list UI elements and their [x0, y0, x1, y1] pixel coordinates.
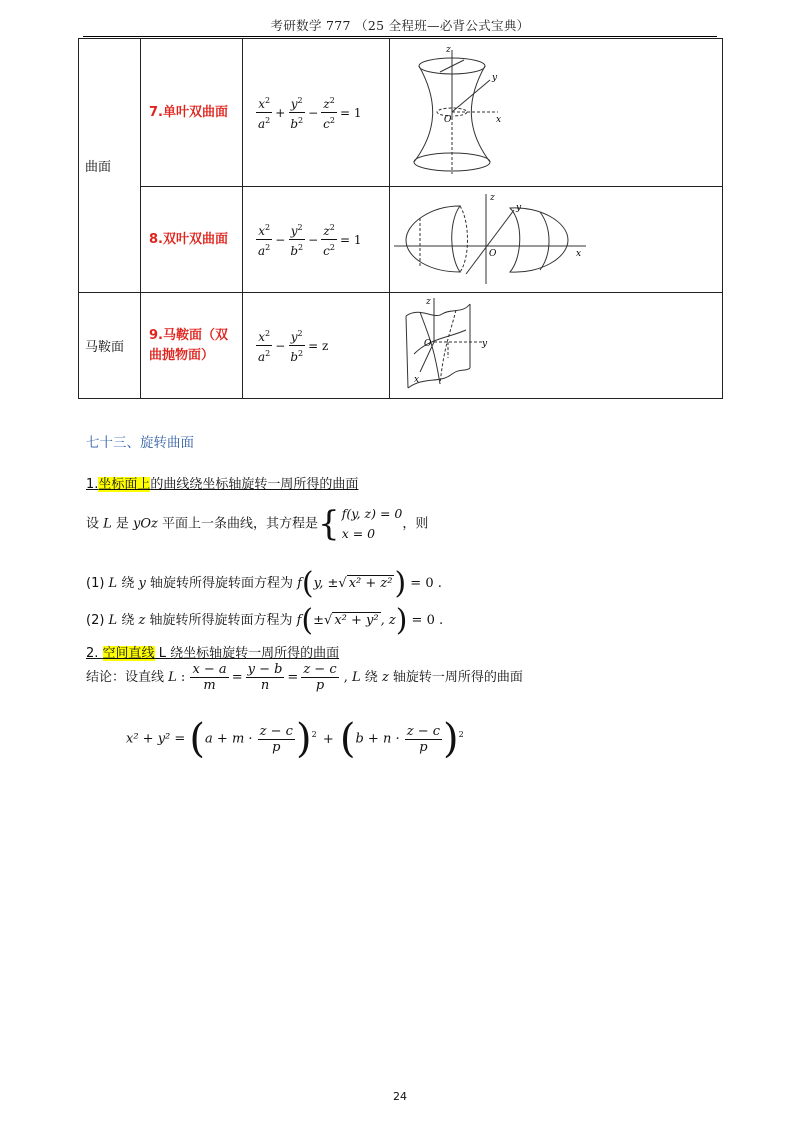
- z-axis-label: z: [446, 44, 451, 55]
- fraction: $\frac{y^2}{b^2}$: [288, 93, 305, 132]
- surface-name: 9.马鞍面（双: [149, 327, 228, 343]
- table-row: [79, 39, 723, 187]
- fraction: $\frac{z^2}{c^2}$: [321, 93, 337, 132]
- table-row: [79, 293, 723, 399]
- y-axis-label: y: [482, 338, 488, 349]
- rotation-formula: x² + y² = (a + m · $\frac{z - c}{p}$ )$^2$ + (b + n · $\frac{z - c}{p}$ )$^2$: [126, 716, 464, 762]
- item2-heading: 2. 空间直线 L 绕坐标轴旋转一周所得的曲面: [86, 646, 340, 661]
- fraction: $\frac{z - c}{p}$: [406, 723, 441, 755]
- fraction: $\frac{z - c}{p}$: [303, 662, 337, 693]
- surface-table: [78, 38, 723, 399]
- x-axis-label: x: [414, 374, 420, 385]
- x-axis-label: x: [496, 114, 502, 125]
- surface-name-cont: 曲抛物面）: [149, 347, 215, 363]
- fraction: $\frac{x - a}{m}$: [192, 662, 227, 693]
- saddle-surface-figure: [390, 294, 723, 398]
- category-label: 马鞍面: [85, 340, 125, 355]
- setup-line: 设 L 是 yOz 平面上一条曲线，其方程是 { f(y, z) = 0 x = 0 ，则: [86, 504, 429, 544]
- page-header: 考研数学 777 （25 全程班—必背公式宝典）: [270, 18, 530, 33]
- fraction: $\frac{x^2}{a^2}$: [256, 93, 272, 132]
- case2-line: (2) L 绕 z 轴旋转所得旋转面方程为 f(±√ x² + y² , z) = 0 .: [86, 603, 444, 638]
- z-axis-label: z: [426, 296, 431, 307]
- surface-name-cell: [141, 187, 243, 293]
- category-label: 曲面: [85, 160, 112, 175]
- table-row: [79, 187, 723, 293]
- equation-cell: $\frac{x^2}{a^2}$ − $\frac{y^2}{b^2}$ − $\frac{z^2}{c^2}$ = 1: [243, 187, 390, 293]
- figure-cell: [390, 187, 723, 293]
- fraction: $\frac{y - b}{n}$: [247, 662, 283, 693]
- conclusion-line: 结论：设直线 L : $\frac{x - a}{m}$ = $\frac{y - b}{n}$ = $\frac{z - c}{p}$ , L 绕 z 轴旋转一周所得的曲面: [86, 662, 523, 693]
- fraction: $\frac{y^2}{b^2}$: [288, 326, 305, 365]
- highlight: 空间直线: [102, 646, 155, 661]
- origin-label: O: [424, 338, 432, 349]
- page-number: 24: [393, 1090, 407, 1103]
- fraction: $\frac{x^2}{a^2}$: [256, 326, 272, 365]
- surface-name-cell: [141, 39, 243, 187]
- y-axis-label: y: [492, 72, 498, 83]
- item1-heading: 1.坐标面上的曲线绕坐标轴旋转一周所得的曲面: [86, 477, 359, 492]
- x-axis-label: x: [576, 248, 582, 259]
- hyperboloid-one-sheet-figure: [390, 40, 723, 186]
- y-axis-label: y: [516, 202, 522, 213]
- section-title: 七十三、旋转曲面: [86, 435, 194, 451]
- origin-label: O: [489, 248, 497, 259]
- fraction: $\frac{y^2}{b^2}$: [288, 220, 305, 259]
- surface-name: 7.单叶双曲面: [149, 104, 228, 120]
- z-axis-label: z: [490, 192, 495, 203]
- origin-label: O: [444, 114, 452, 125]
- fraction: $\frac{z - c}{p}$: [259, 723, 293, 755]
- surface-name: 8.双叶双曲面: [149, 231, 228, 247]
- equation-cell: $\frac{x^2}{a^2}$ − $\frac{y^2}{b^2}$ = z: [243, 293, 390, 399]
- category-cell: [79, 293, 141, 399]
- fraction: $\frac{z^2}{c^2}$: [321, 220, 337, 259]
- figure-cell: [390, 293, 723, 399]
- highlight: 坐标面上: [98, 477, 151, 492]
- figure-cell: [390, 39, 723, 187]
- fraction: $\frac{x^2}{a^2}$: [256, 220, 272, 259]
- category-cell: [79, 39, 141, 293]
- equation-cell: $\frac{x^2}{a^2}$ + $\frac{y^2}{b^2}$ − $\frac{z^2}{c^2}$ = 1: [243, 39, 390, 187]
- hyperboloid-two-sheets-figure: [390, 188, 723, 292]
- surface-name-cell: [141, 293, 243, 399]
- header-rule: [83, 36, 717, 37]
- case1-line: (1) L 绕 y 轴旋转所得旋转面方程为 f(y, ±√ x² + z²) = 0 .: [86, 566, 442, 601]
